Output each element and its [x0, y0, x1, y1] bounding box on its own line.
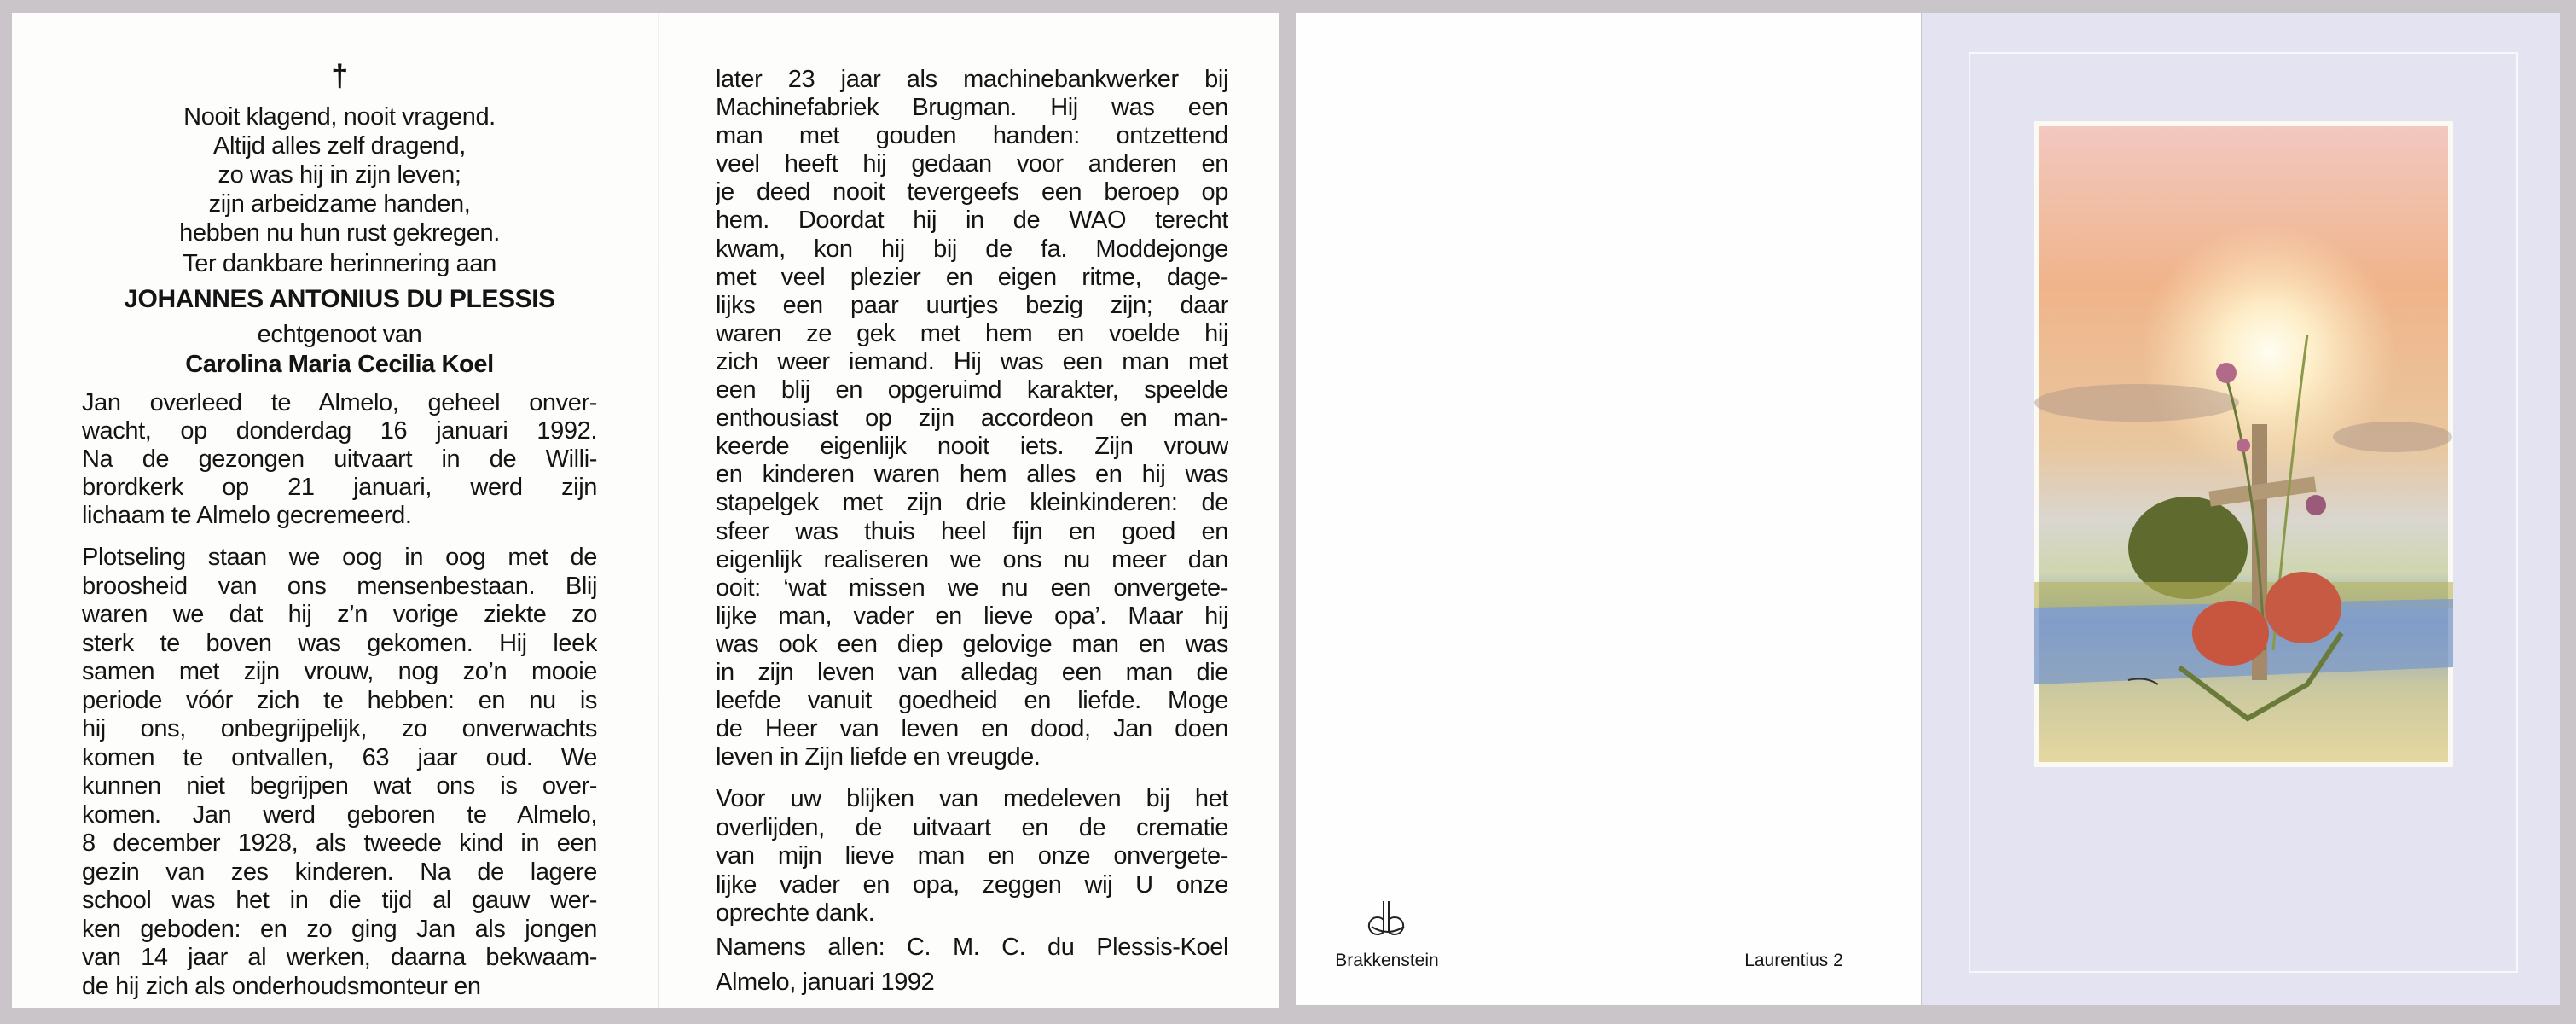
text-line: de Heer van leven en dood, Jan doen	[716, 715, 1228, 743]
text-line: kunnen niet begrijpen wat ons is over-	[82, 772, 597, 800]
text-line: Jan overleed te Almelo, geheel onver-	[82, 389, 597, 416]
text-line: en kinderen waren hem alles en hij was	[716, 461, 1228, 489]
life-story-continued-paragraph	[716, 66, 1228, 771]
text-line: de hij zich als onderhoudsmonteur en	[82, 972, 481, 1000]
text-line: man met gouden handen: ontzettend	[716, 122, 1228, 150]
text-line: lijke vader en opa, zeggen wij U onze	[716, 870, 1228, 899]
place-date-line: Almelo, januari 1992	[716, 969, 935, 996]
life-story-paragraph	[82, 544, 597, 1001]
brakkenstein-logo-icon	[1366, 898, 1409, 940]
dedication-line: Ter dankbare herinnering aan	[183, 250, 496, 277]
text-line: lijks een paar uurtjes bezig zijn; daar	[716, 291, 1228, 319]
death-notice-paragraph	[82, 389, 597, 530]
text-line: enthousiast op zijn accordeon en man-	[716, 404, 1228, 433]
spouse-intro: echtgenoot van	[257, 321, 422, 348]
text-line: waren ze gek met hem en voelde hij	[716, 319, 1228, 347]
text-line: was ook een diep gelovige man en was	[716, 630, 1228, 658]
spouse-name: Carolina Maria Cecilia Koel	[185, 351, 494, 378]
text-line: je deed nooit tevergeefs een beroep op	[716, 178, 1228, 207]
text-line: samen met zijn vrouw, nog zo’n mooie	[82, 658, 597, 685]
text-line: Plotseling staan we oog in oog met de	[82, 544, 597, 571]
text-line: in zijn leven van alledag een man die	[716, 658, 1228, 686]
text-line: lijke man, vader en lieve opa’. Maar hij	[716, 602, 1228, 630]
text-line: waren we dat hij z’n vorige ziekte zo	[82, 601, 597, 628]
text-line: leefde vanuit goedheid en liefde. Moge	[716, 687, 1228, 715]
text-line: ooit: ‘wat missen we nu een onvergete-	[716, 573, 1228, 602]
text-line: overlijden, de uitvaart en de crematie	[716, 813, 1228, 841]
text-line: lichaam te Almelo gecremeerd.	[82, 502, 412, 529]
signature-line: Namens allen: C. M. C. du Plessis-Koel	[716, 934, 1228, 961]
text-line: broosheid van ons mensenbestaan. Blij	[82, 572, 597, 600]
poem-line: hebben nu hun rust gekregen.	[179, 219, 500, 247]
card-model-label: Laurentius 2	[1744, 951, 1843, 970]
text-line: leven in Zijn liefde en vreugde.	[716, 743, 1041, 771]
publisher-label: Brakkenstein	[1335, 951, 1439, 970]
text-line: gezin van zes kinderen. Na de lagere	[82, 858, 597, 886]
text-line: brordkerk op 21 januari, werd zijn	[82, 474, 597, 501]
thanks-paragraph	[716, 785, 1228, 928]
cross-with-poppies-artwork	[2034, 121, 2453, 767]
poem	[82, 102, 597, 247]
text-line: van mijn lieve man en onze onvergete-	[716, 842, 1228, 870]
text-line: sfeer was thuis heel fijn en goed en	[716, 517, 1228, 545]
cross-symbol: †	[331, 58, 348, 93]
text-line: komen te ontvallen, 63 jaar oud. We	[82, 743, 597, 771]
text-line: eigenlijk realiseren we ons nu meer dan	[716, 545, 1228, 573]
text-line: hij ons, onbegrijpelijk, zo onverwachts	[82, 715, 597, 742]
text-line: school was het in die tijd al gauw wer-	[82, 887, 597, 914]
text-line: zich weer iemand. Hij was een man met	[716, 347, 1228, 375]
text-line: periode vóór zich te hebben: en nu is	[82, 686, 597, 714]
text-line: stapelgek met zijn drie kleinkinderen: de	[716, 489, 1228, 517]
text-line: 8 december 1928, als tweede kind in een	[82, 829, 597, 857]
text-line: een blij en opgeruimd karakter, speelde	[716, 376, 1228, 404]
text-line: veel heeft hij gedaan voor anderen en	[716, 150, 1228, 178]
poem-line: Nooit klagend, nooit vragend.	[183, 103, 496, 131]
text-line: oprechte dank.	[716, 899, 875, 927]
text-line: sterk te boven was gekomen. Hij leek	[82, 629, 597, 657]
text-line: kwam, kon hij bij de fa. Moddejonge	[716, 235, 1228, 263]
text-line: keerde eigenlijk nooit iets. Zijn vrouw	[716, 433, 1228, 461]
fold-line	[658, 13, 659, 1008]
text-line: met veel plezier en eigen ritme, dage-	[716, 263, 1228, 291]
text-line: Machinefabriek Brugman. Hij was een	[716, 94, 1228, 122]
text-line: later 23 jaar als machinebankwerker bij	[716, 66, 1228, 93]
text-line: Voor uw blijken van medeleven bij het	[716, 785, 1228, 812]
text-line: ken geboden: en zo ging Jan als jongen	[82, 915, 597, 943]
poem-line: zo was hij in zijn leven;	[218, 161, 461, 189]
text-line: hem. Doordat hij in de WAO terecht	[716, 207, 1228, 235]
deceased-name: JOHANNES ANTONIUS DU PLESSIS	[124, 285, 555, 313]
text-line: Na de gezongen uitvaart in de Willi-	[82, 445, 597, 473]
poem-line: Altijd alles zelf dragend,	[213, 132, 466, 160]
text-line: van 14 jaar al werken, daarna bekwaam-	[82, 944, 597, 971]
text-line: komen. Jan werd geboren te Almelo,	[82, 800, 597, 829]
text-line: wacht, op donderdag 16 januari 1992.	[82, 417, 597, 445]
back-panel	[1296, 13, 1921, 1005]
poem-line: zijn arbeidzame handen,	[208, 190, 471, 218]
